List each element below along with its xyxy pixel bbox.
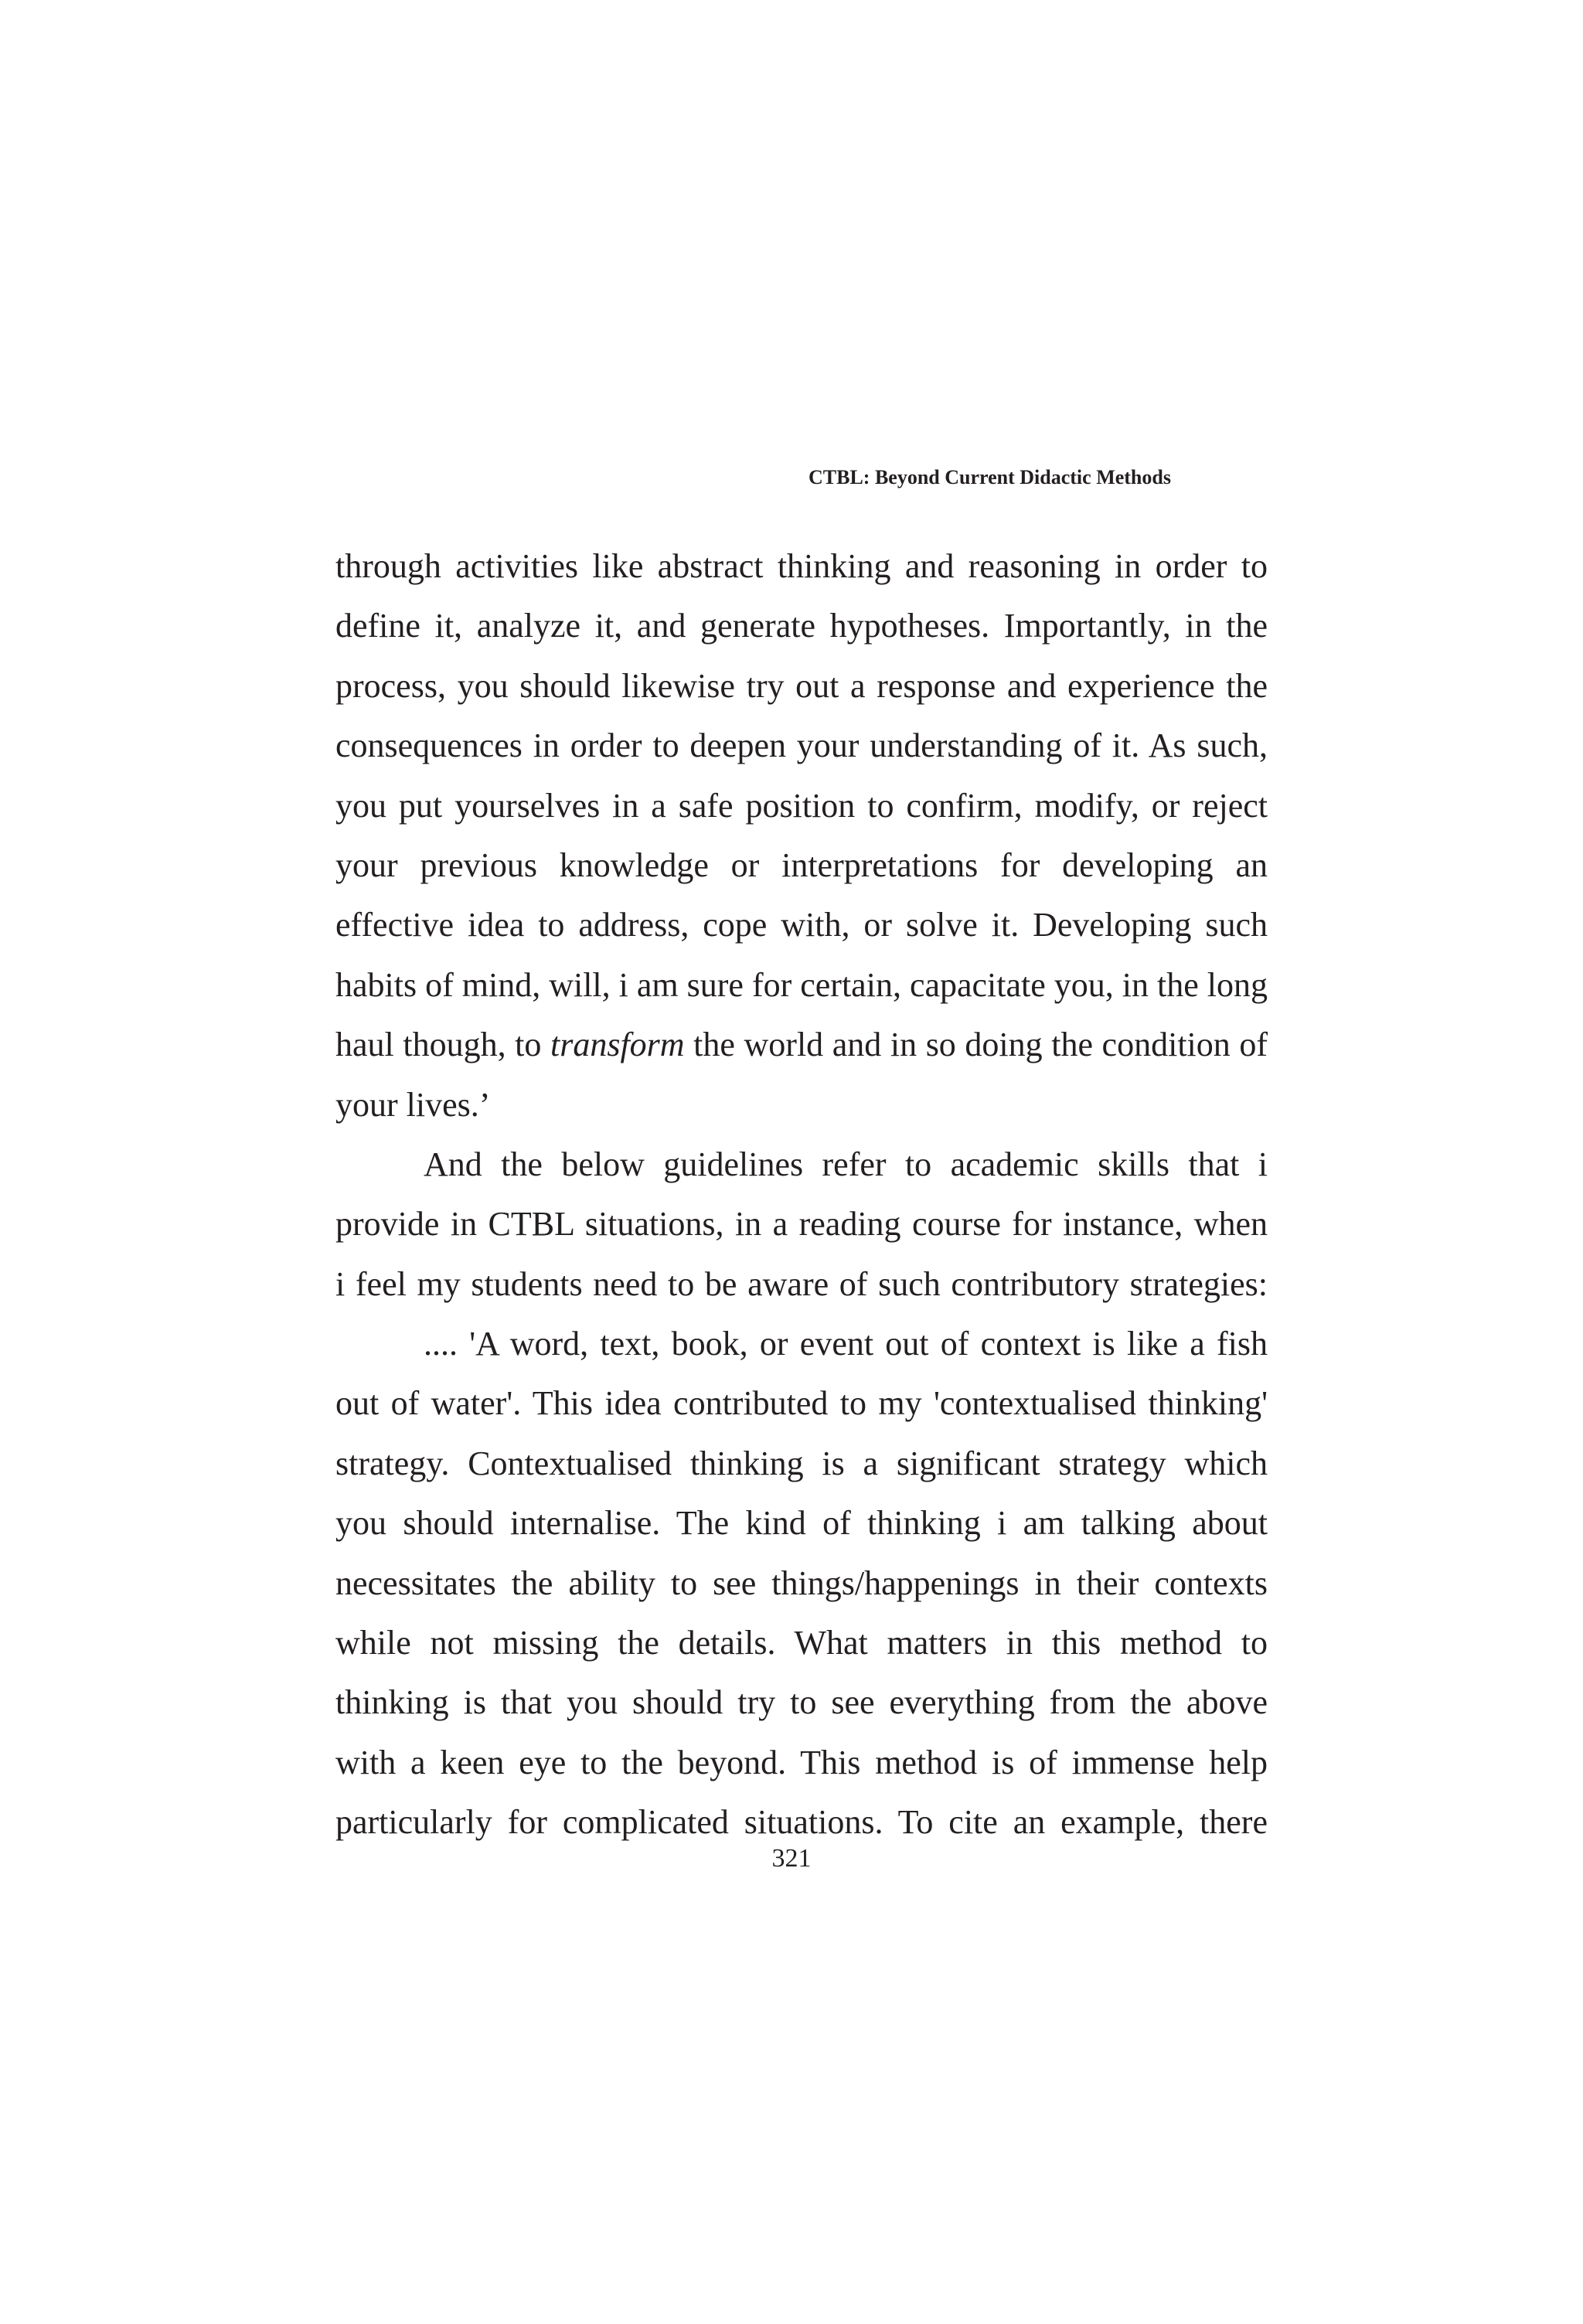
text-line: particularly for complicated situations. To cite an example, there	[335, 1803, 1268, 1842]
text-segment: haul though, to	[335, 1026, 550, 1064]
text-line: you should internalise. The kind of thinking i am talking about	[335, 1504, 1268, 1543]
text-line	[335, 1015, 1268, 1074]
text-line: effective idea to address, cope with, or solve it. Developing such	[335, 906, 1268, 944]
body-text	[335, 536, 1268, 1853]
page-number: 321	[771, 1844, 812, 1873]
running-head: CTBL: Beyond Current Didactic Methods	[809, 466, 1171, 488]
text-line: And the below guidelines refer to academic skills that i	[424, 1145, 1268, 1183]
text-line: while not missing the details. What matters in this method to	[335, 1624, 1268, 1662]
text-line: define it, analyze it, and generate hypotheses. Importantly, in the	[335, 607, 1268, 645]
text-line: process, you should likewise try out a response and experience the	[335, 666, 1268, 705]
text-line: strategy. Contextualised thinking is a significant strategy which	[335, 1444, 1268, 1482]
text-line: provide in CTBL situations, in a reading course for instance, when	[335, 1205, 1268, 1244]
italic-word: transform	[550, 1026, 685, 1064]
text-line: out of water'. This idea contributed to my 'contextualised thinking'	[335, 1384, 1268, 1423]
text-line: i feel my students need to be aware of such contributory strategies:	[335, 1264, 1268, 1303]
text-segment: the world and in so doing the condition of	[684, 1026, 1268, 1064]
text-line: consequences in order to deepen your understanding of it. As such,	[335, 726, 1268, 765]
text-line: necessitates the ability to see things/happenings in their contexts	[335, 1564, 1268, 1602]
text-line: with a keen eye to the beyond. This method is of immense help	[335, 1743, 1268, 1781]
text-line: your previous knowledge or interpretations for developing an	[335, 846, 1268, 884]
text-line: thinking is that you should try to see everything from the above	[335, 1683, 1268, 1722]
text-line: .... 'A word, text, book, or event out of context is like a fish	[424, 1325, 1268, 1363]
text-line: habits of mind, will, i am sure for certain, capacitate you, in the long	[335, 965, 1268, 1004]
text-line: your lives.’	[335, 1085, 491, 1124]
text-line: you put yourselves in a safe position to confirm, modify, or reject	[335, 786, 1268, 825]
text-line: through activities like abstract thinking and reasoning in order to	[335, 547, 1268, 585]
